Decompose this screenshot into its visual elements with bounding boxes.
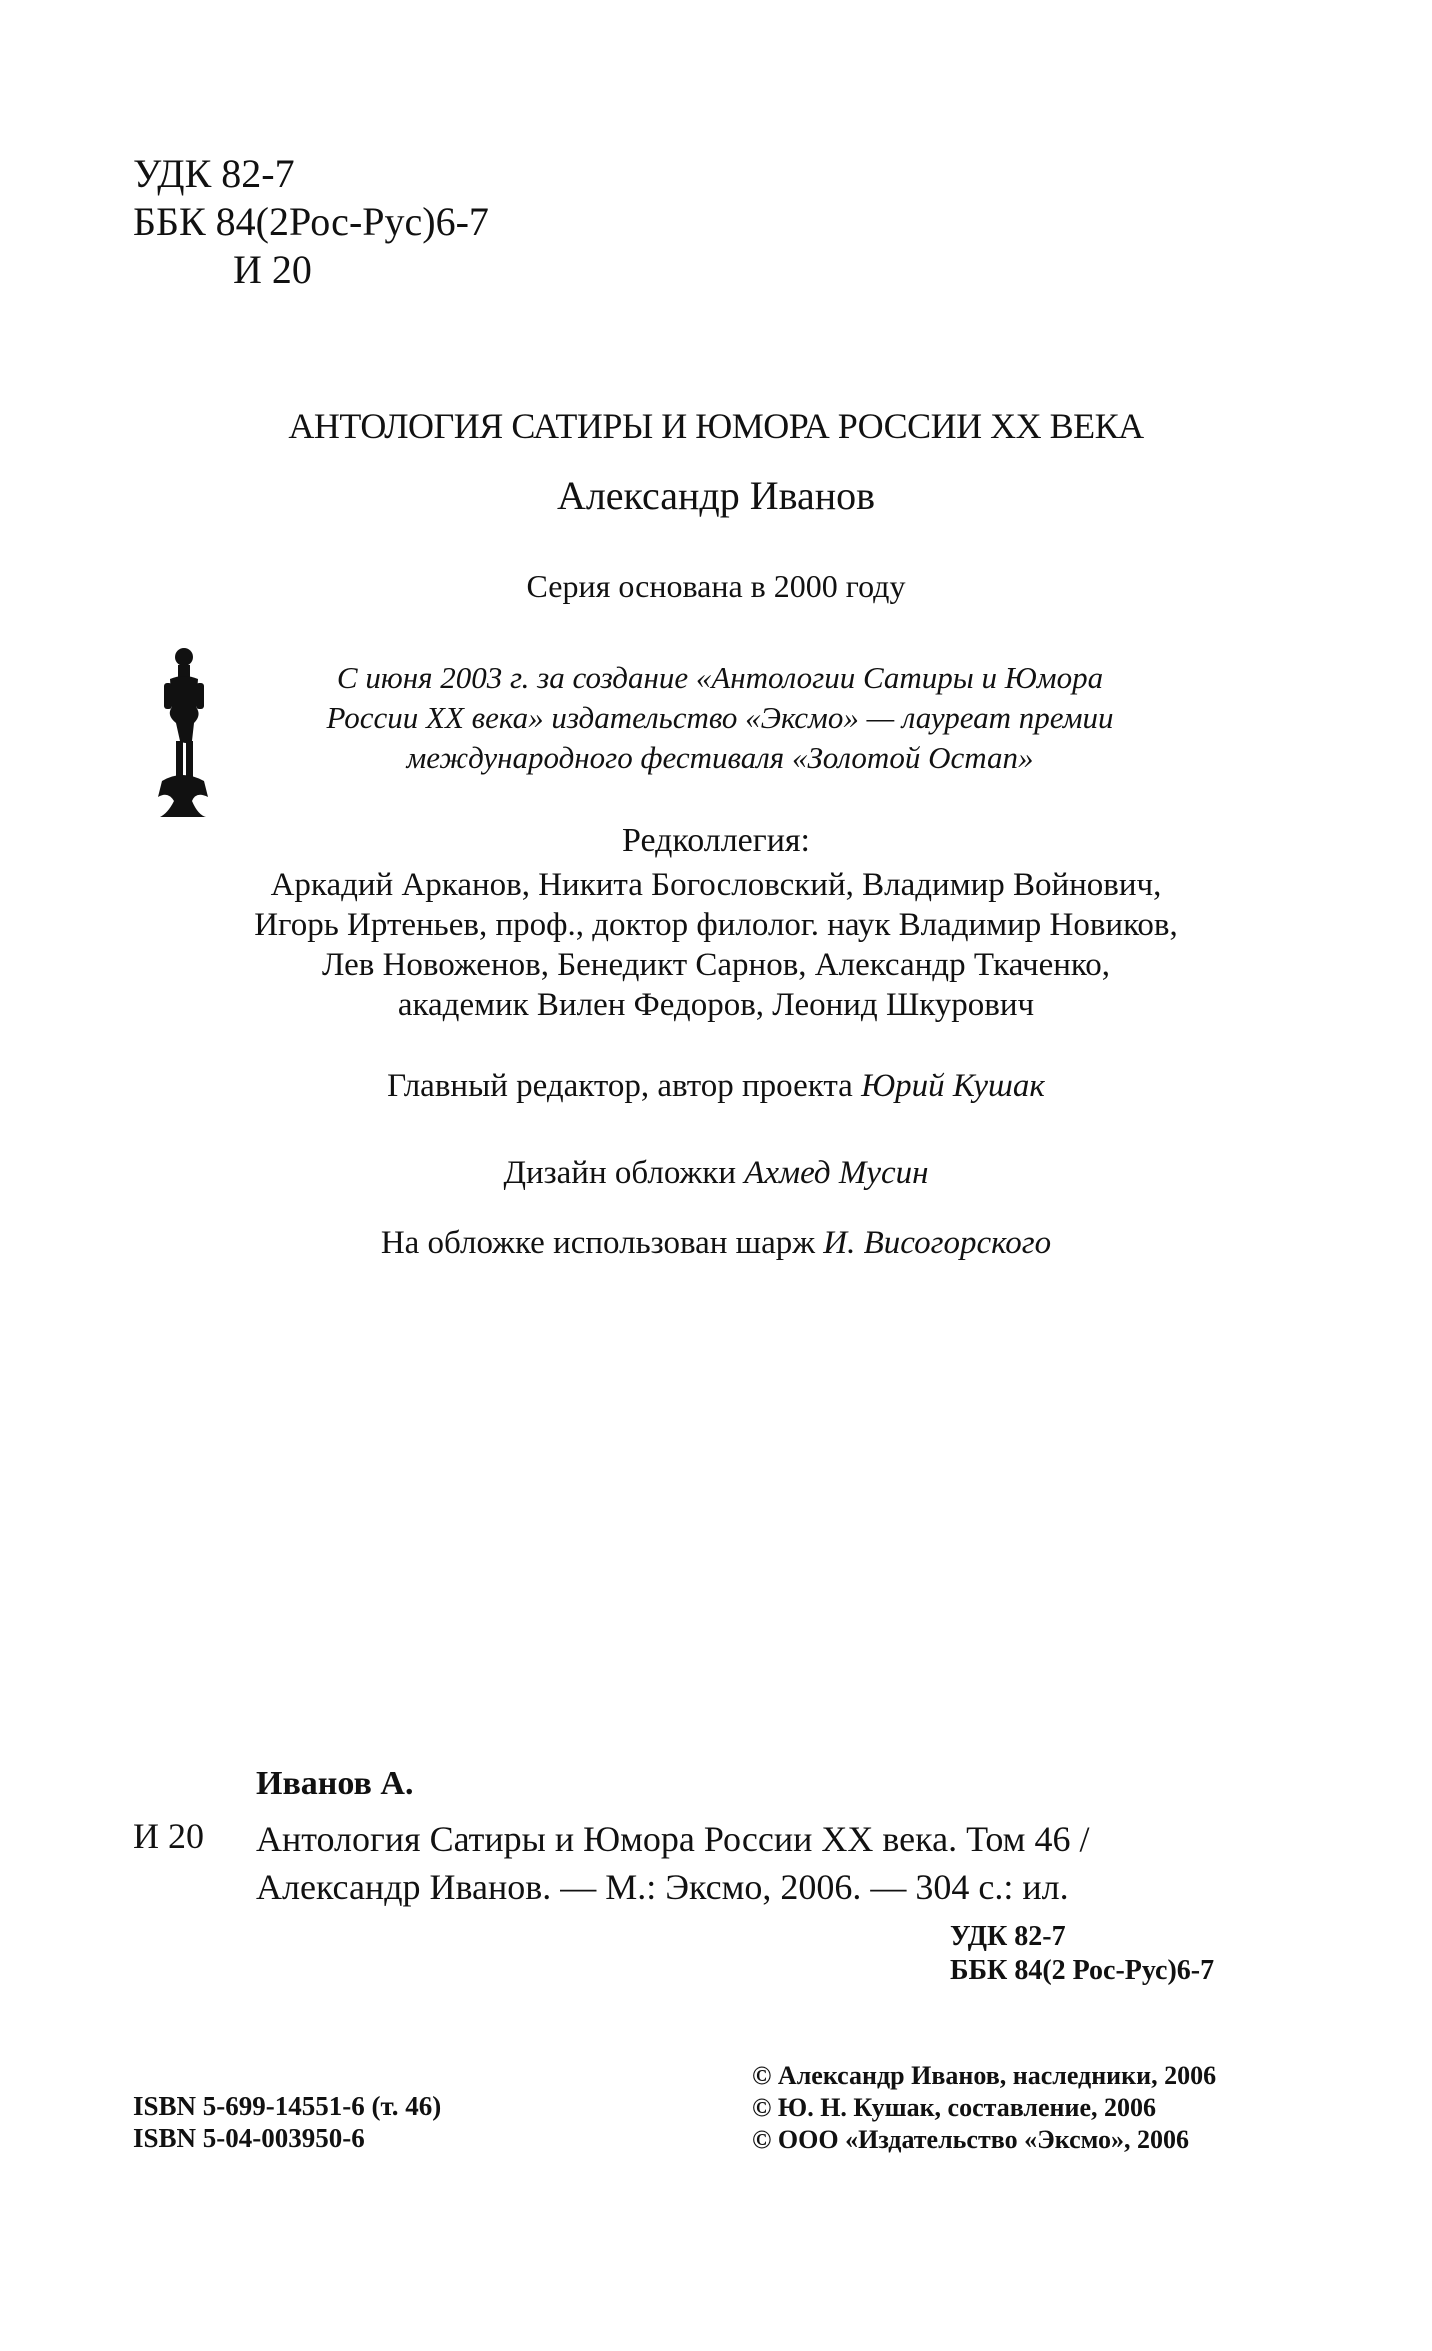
chief-editor-name: Юрий Кушак bbox=[861, 1068, 1045, 1104]
book-author: Александр Иванов bbox=[556, 473, 876, 518]
series-title: АНТОЛОГИЯ САТИРЫ И ЮМОРА РОССИИ XX ВЕКА bbox=[288, 406, 1144, 446]
bibliography-bbk: ББК 84(2 Рос-Рус)6-7 bbox=[950, 1955, 1215, 1986]
award-line: международного фестиваля «Золотой Остап» bbox=[406, 740, 1034, 775]
editorial-board-list bbox=[0, 865, 1432, 1025]
cover-caricature bbox=[0, 1225, 1432, 1262]
editorial-board-line: Аркадий Арканов, Никита Богословский, Владимир Войнович, bbox=[270, 867, 1162, 903]
series-founded: Серия основана в 2000 году bbox=[526, 568, 906, 604]
bbk-code: ББК 84(2Рос-Рус)6-7 bbox=[133, 199, 489, 244]
editorial-board-line: академик Вилен Федоров, Леонид Шкурович bbox=[397, 987, 1035, 1023]
cover-caricature-label: На обложке использован шарж bbox=[380, 1225, 816, 1261]
statuette-icon bbox=[152, 645, 212, 830]
bibliography-line: Александр Иванов. — М.: Эксмо, 2006. — 304 с.: ил. bbox=[256, 1867, 1069, 1907]
editorial-board-line: Лев Новоженов, Бенедикт Сарнов, Александр Ткаченко, bbox=[321, 947, 1111, 983]
award-note bbox=[240, 658, 1200, 778]
bibliography-author: Иванов А. bbox=[256, 1765, 414, 1802]
award-line: С июня 2003 г. за создание «Антологии Сатиры и Юмора bbox=[336, 660, 1104, 695]
isbn-block bbox=[133, 2090, 441, 2154]
cover-design-name: Ахмед Мусин bbox=[744, 1155, 929, 1191]
copyright-line: © ООО «Издательство «Эксмо», 2006 bbox=[752, 2125, 1189, 2154]
bibliography-code: И 20 bbox=[133, 1816, 204, 1856]
bibliography-udk: УДК 82-7 bbox=[950, 1921, 1066, 1952]
classification-codes bbox=[133, 150, 489, 294]
chief-editor-label: Главный редактор, автор проекта bbox=[387, 1068, 853, 1104]
bibliography-line: Антология Сатиры и Юмора России XX века. Том 46 / bbox=[256, 1819, 1090, 1859]
editorial-board-heading: Редколлегия: bbox=[622, 822, 810, 859]
award-line: России XX века» издательство «Эксмо» — лауреат премии bbox=[326, 700, 1114, 735]
cover-design bbox=[0, 1155, 1432, 1192]
chief-editor bbox=[0, 1068, 1432, 1105]
copyright-line: © Александр Иванов, наследники, 2006 bbox=[752, 2061, 1217, 2090]
cover-caricature-name: И. Висогорского bbox=[823, 1225, 1052, 1261]
cover-design-label: Дизайн обложки bbox=[503, 1155, 736, 1191]
udk-code: УДК 82-7 bbox=[133, 151, 295, 196]
isbn-line: ISBN 5-04-003950-6 bbox=[133, 2123, 365, 2153]
bibliography-classification bbox=[950, 1920, 1214, 1988]
copyright-block bbox=[752, 2060, 1216, 2156]
copyright-line: © Ю. Н. Кушак, составление, 2006 bbox=[752, 2093, 1157, 2122]
bibliography-description bbox=[256, 1815, 1089, 1911]
editorial-board-line: Игорь Иртеньев, проф., доктор филолог. наук Владимир Новиков, bbox=[254, 907, 1178, 943]
isbn-line: ISBN 5-699-14551-6 (т. 46) bbox=[133, 2091, 442, 2121]
author-mark: И 20 bbox=[233, 247, 312, 292]
